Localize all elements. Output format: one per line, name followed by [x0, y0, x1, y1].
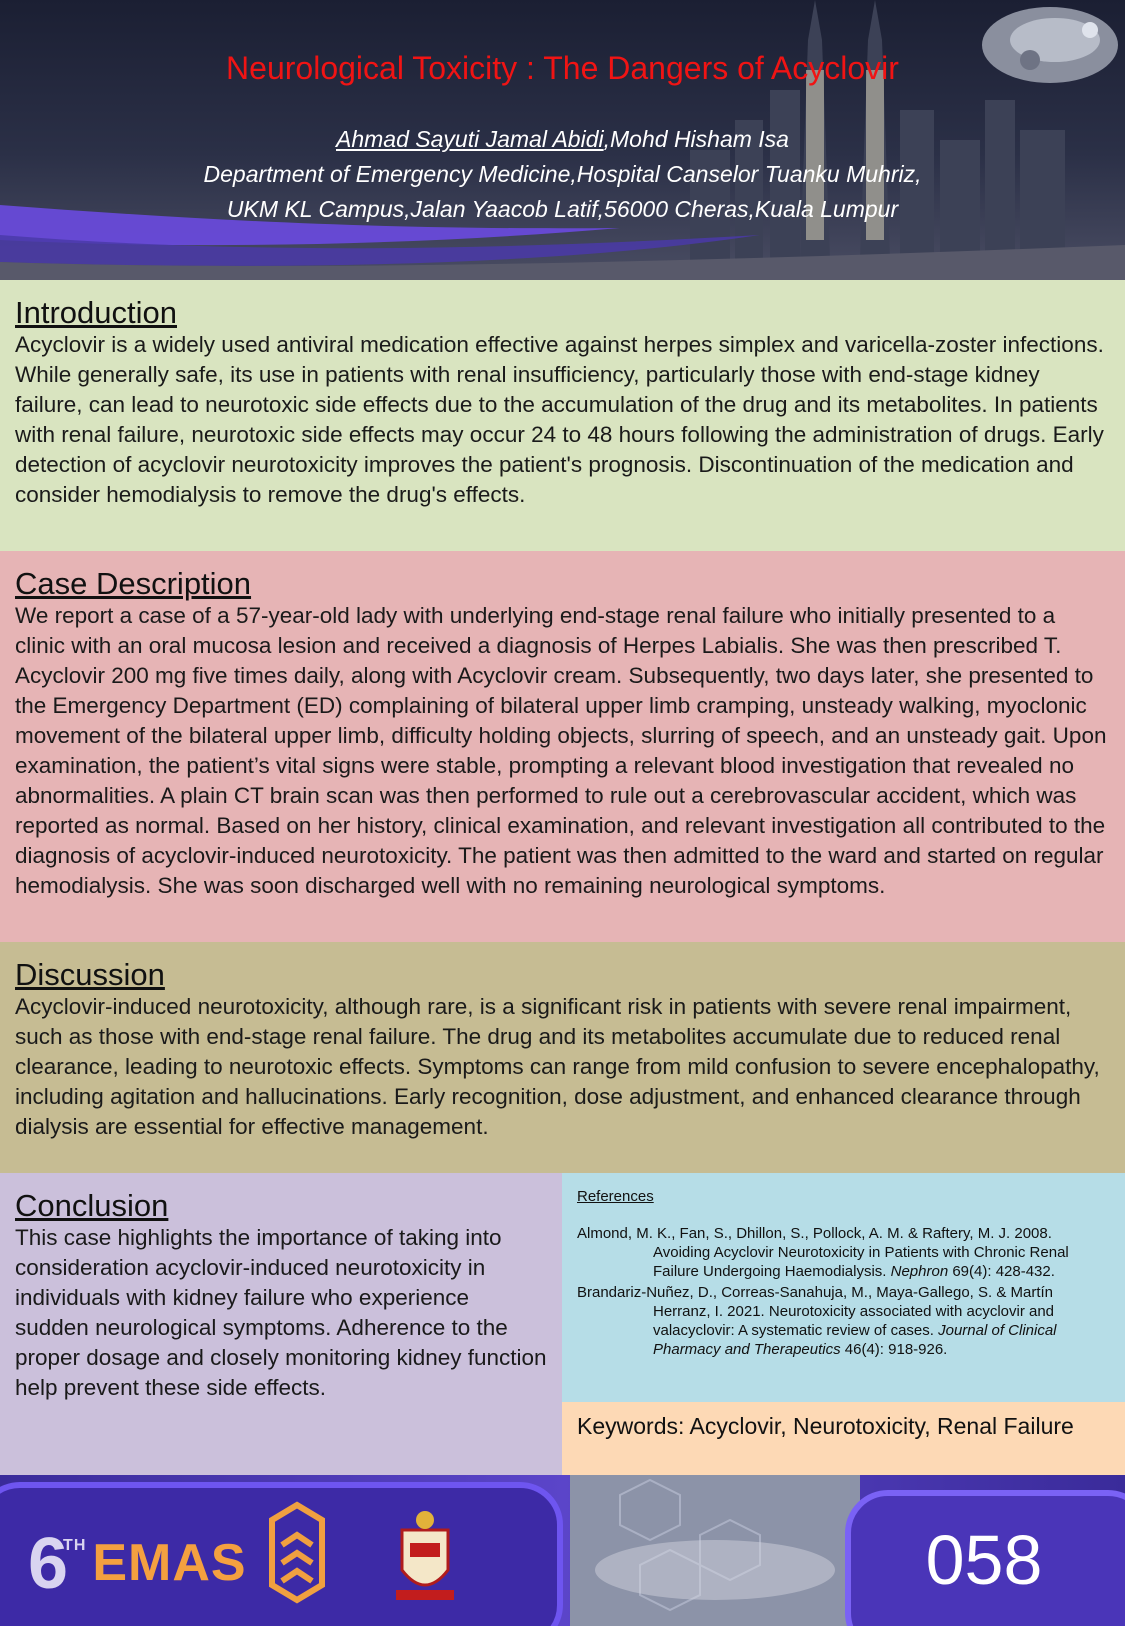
- discussion-section: [0, 942, 1125, 1173]
- poster-title: Neurological Toxicity : The Dangers of Acyclovir: [226, 50, 899, 86]
- keywords-box: Keywords: Acyclovir, Neurotoxicity, Renal Failure: [562, 1402, 1125, 1475]
- emas-logo: [28, 1515, 247, 1604]
- logo-emas: EMAS: [92, 1534, 247, 1592]
- logo-th: TH: [63, 1537, 87, 1554]
- reference-text: Almond, M. K., Fan, S., Dhillon, S., Pollock, A. M. & Raftery, M. J. 2008. Avoiding Acyclovir Neurotoxicity in Patients with Chronic Renal Failure Undergoing Haemodialysis.: [577, 1225, 1069, 1280]
- poster-number: 058: [925, 1521, 1043, 1599]
- conclusion-body: This case highlights the importance of taking into consideration acyclovir-induced neurotoxicity in individuals with kidney failure who experience sudden neurological symptoms. Adherence to the proper dosage and closely monitoring kidney function help prevent these side effects.: [15, 1225, 547, 1400]
- references-heading: References: [577, 1188, 654, 1205]
- reference-volume: 69(4): 428-432.: [948, 1263, 1055, 1280]
- case-description-section: [0, 551, 1125, 942]
- case-description-body: We report a case of a 57-year-old lady with underlying end-stage renal failure who initially presented to a clinic with an oral mucosa lesion and received a diagnosis of Herpes Labialis. She was then prescribed T. Acyclovir 200 mg five times daily, along with Acyclovir cream. Subsequently, two days later, she presented to the Emergency Department (ED) complaining of bilateral upper limb cramping, unsteady walking, myoclonic movement of the bilateral upper limb, difficulty holding objects, slurring of speech, and an unsteady gait. Upon examination, the patient’s vital signs were stable, prompting a relevant blood investigation that revealed no abnormalities. A plain CT brain scan was then performed to rule out a cerebrovascular accident, which was reported as normal. Based on her history, clinical examination, and relevant investigation all contributed to the diagnosis of acyclovir-induced neurotoxicity. The patient was then admitted to the ward and started on regular hemodialysis. She was soon discharged well with no remaining neurological symptoms.: [15, 603, 1107, 898]
- reference-journal: Journal of Clinical Pharmacy and Therapeutics: [653, 1322, 1057, 1358]
- reference-item: [577, 1283, 1110, 1359]
- conclusion-heading: Conclusion: [15, 1188, 169, 1223]
- poster-header: [0, 0, 1125, 280]
- conclusion-section: [0, 1173, 562, 1475]
- reference-item: [577, 1224, 1110, 1281]
- primary-author: Ahmad Sayuti Jamal Abidi: [336, 126, 604, 152]
- poster-footer: [0, 1475, 1125, 1626]
- reference-volume: 46(4): 918-926.: [840, 1341, 948, 1358]
- reference-journal: Nephron: [890, 1263, 949, 1280]
- affiliation-line-2: UKM KL Campus,Jalan Yaacob Latif,56000 Cheras,Kuala Lumpur: [226, 196, 899, 222]
- reference-text: Brandariz-Nuñez, D., Correas-Sanahuja, M., Maya-Gallego, S. & Martín Herranz, I. 2021. Neurotoxicity associated with acyclovir and valacyclovir: A systematic review of cases.: [577, 1284, 1055, 1339]
- affiliation-line-1: Department of Emergency Medicine,Hospital Canselor Tuanku Muhriz,: [203, 161, 922, 187]
- discussion-heading: Discussion: [15, 957, 165, 992]
- case-description-heading: Case Description: [15, 566, 252, 601]
- co-author: ,Mohd Hisham Isa: [603, 126, 789, 152]
- introduction-heading: Introduction: [15, 295, 177, 330]
- author-line: [0, 122, 1125, 157]
- introduction-body: Acyclovir is a widely used antiviral medication effective against herpes simplex and varicella-zoster infections. While generally safe, its use in patients with renal insufficiency, particularly those with end-stage kidney failure, can lead to neurotoxic side effects due to the accumulation of the drug and its metabolites. In patients with renal failure, neurotoxic side effects may occur 24 to 48 hours following the administration of drugs. Early detection of acyclovir neurotoxicity improves the patient's prognosis. Discontinuation of the medication and consider hemodialysis to remove the drug's effects.: [15, 332, 1104, 507]
- references-section: [562, 1173, 1125, 1402]
- introduction-section: [0, 280, 1125, 551]
- logo-six: 6: [28, 1524, 70, 1604]
- author-block: [0, 122, 1125, 227]
- discussion-body: Acyclovir-induced neurotoxicity, although rare, is a significant risk in patients with severe renal impairment, such as those with end-stage renal failure. The drug and its metabolites accumulate due to reduced renal clearance, leading to neurotoxic effects. Symptoms can range from mild confusion to severe encephalopathy, including agitation and hallucinations. Early recognition, dose adjustment, and enhanced clearance through dialysis are essential for effective management.: [15, 994, 1100, 1139]
